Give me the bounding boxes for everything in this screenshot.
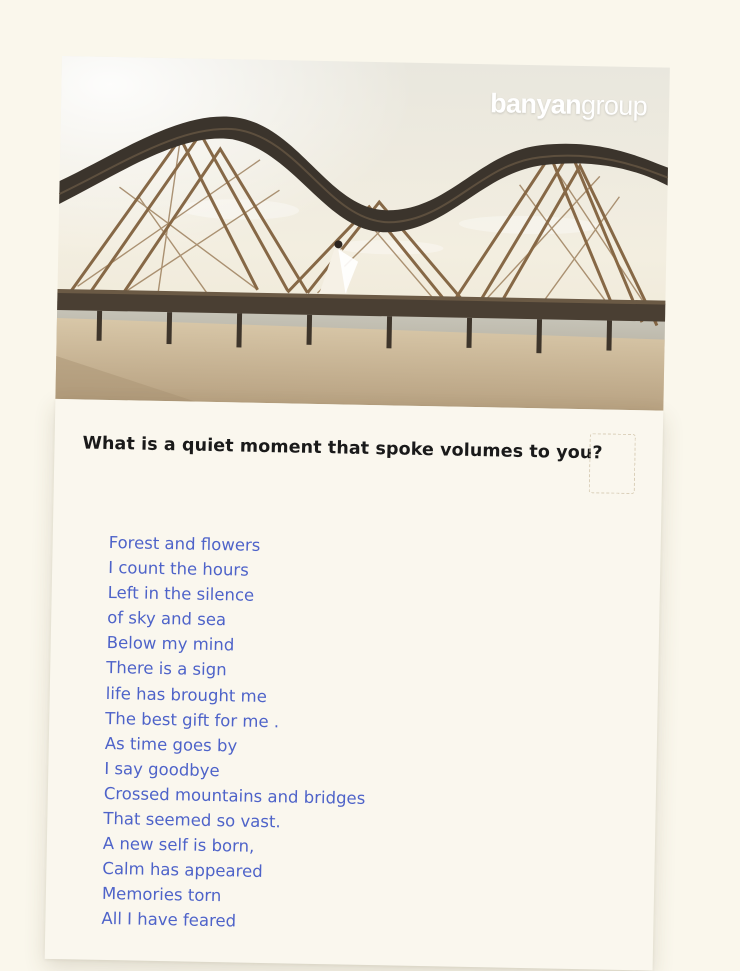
poem-line: As time goes by: [104, 733, 238, 756]
poem-line: All I have feared: [101, 909, 237, 931]
stamp-placeholder: [589, 433, 636, 494]
logo-light: group: [580, 89, 648, 122]
poem-line: I count the hours: [108, 558, 249, 580]
postcard: [45, 56, 670, 968]
poem-line: life has brought me: [105, 683, 268, 706]
poem-line: Below my mind: [106, 633, 235, 655]
poem-line: Memories torn: [101, 884, 222, 906]
poem-line: The best gift for me .: [105, 708, 280, 731]
poem-line: Crossed mountains and bridges: [103, 783, 366, 808]
poem-line: Calm has appeared: [102, 859, 263, 882]
poem-line: A new self is born,: [102, 834, 255, 856]
postcard-question: What is a quiet moment that spoke volumes to you?: [82, 433, 603, 464]
pavilion-photo: [55, 56, 669, 411]
poem-line: of sky and sea: [107, 608, 227, 630]
poem-line: Left in the silence: [107, 583, 255, 605]
poem-line: That seemed so vast.: [103, 808, 281, 832]
poem: [101, 530, 370, 936]
logo-bold: banyan: [489, 88, 582, 120]
banyan-group-logo: [490, 88, 648, 122]
poem-line: I say goodbye: [104, 758, 220, 781]
poem-line: Forest and flowers: [108, 532, 261, 555]
postcard-writing-area: [45, 399, 664, 971]
poem-line: There is a sign: [106, 658, 227, 680]
